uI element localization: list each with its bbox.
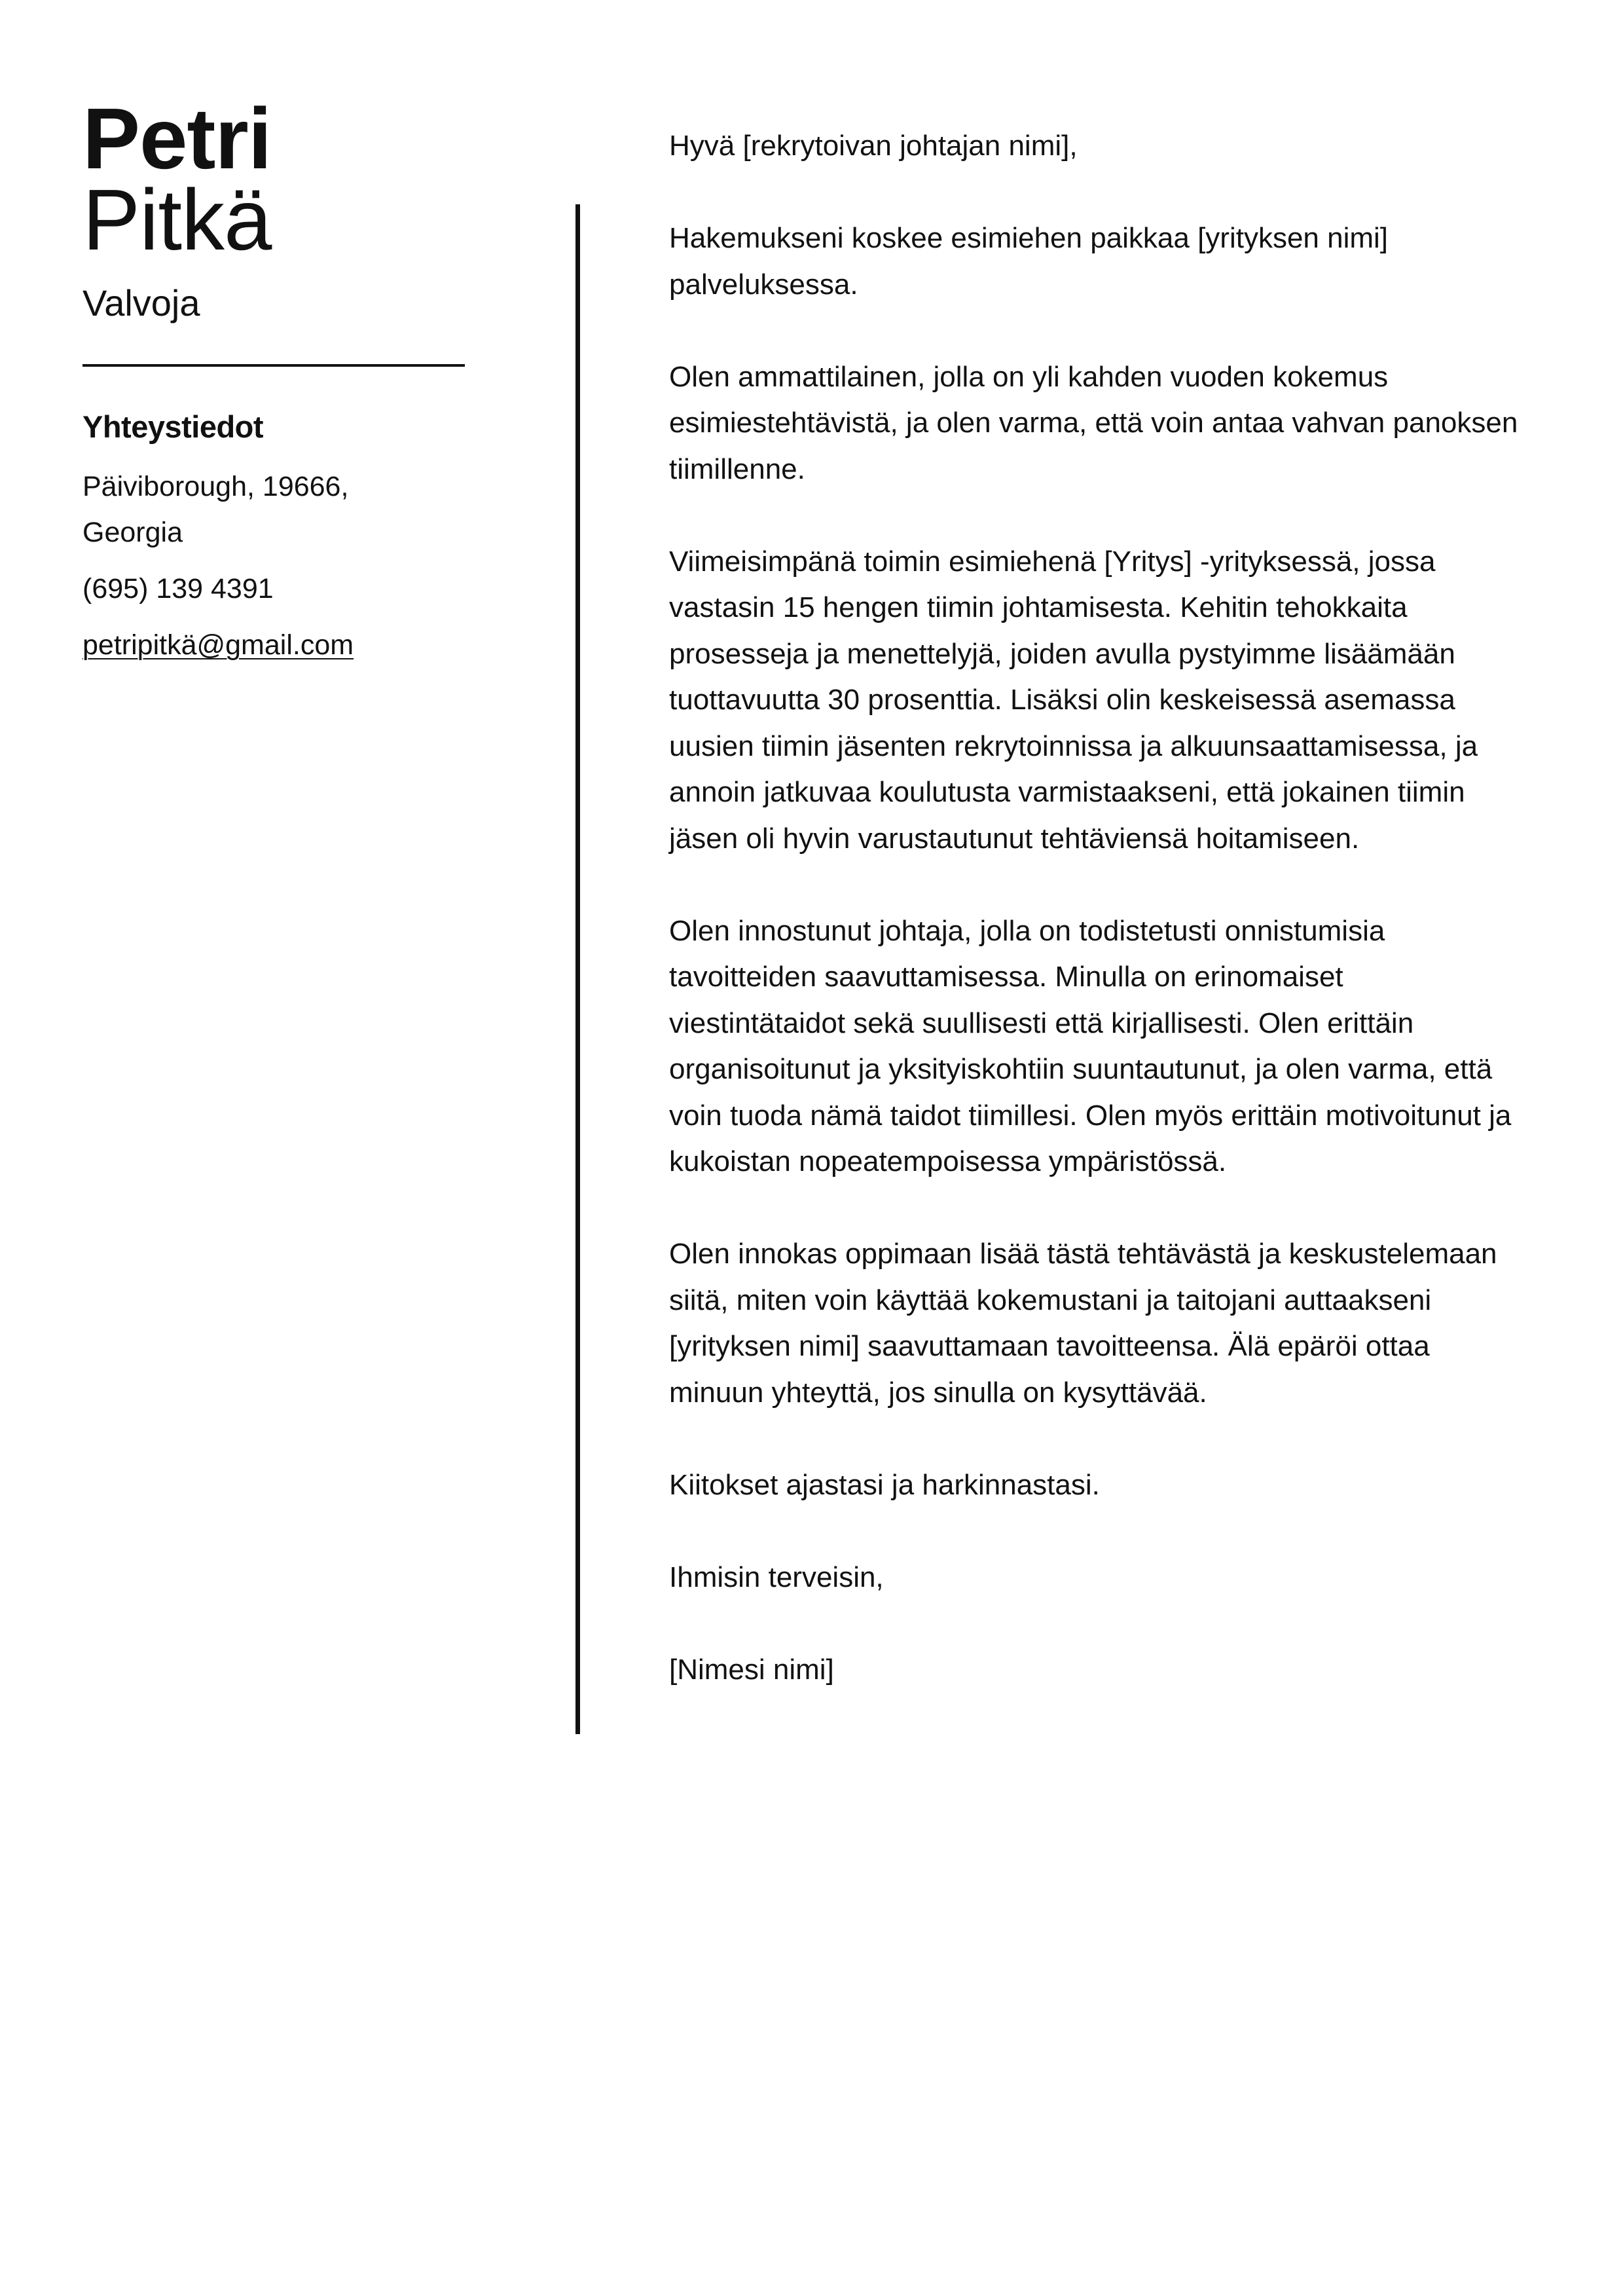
first-name: Petri [82, 90, 272, 187]
letter-paragraph: Olen innostunut johtaja, jolla on todistetusti onnistumisia tavoitteiden saavuttamisessa. Minulla on erinomaiset viestintätaidot sekä suullisesti että kirjallisesti. Olen erittäin organisoitunut ja yksityiskohtiin suuntautunut, ja olen varma, että voin tuoda nämä taidot tiimillesi. Olen myös erittäin motivoitunut ja kukoistan nopeatempoisessa ympäristössä. [669, 914, 1512, 1177]
job-title: Valvoja [82, 282, 200, 324]
letter-closing: Ihmisin terveisin, [669, 1561, 884, 1593]
last-name: Pitkä [82, 172, 272, 268]
letter-paragraph: Viimeisimpänä toimin esimiehenä [Yritys] -yrityksessä, jossa vastasin 15 hengen tiimin johtamisesta. Kehitin tehokkaita prosesseja ja menettelyjä, joiden avulla pystyimme lisäämään tuottavuutta 30 prosenttia. Lisäksi olin keskeisessä asemassa uusien tiimin jäsenten rekrytoinnissa ja alkuunsaattamisessa, ja annoin jatkuvaa koulutusta varmistaakseni, että jokainen tiimin jäsen oli hyvin varustautunut tehtäviensä hoitamiseen. [669, 545, 1478, 855]
letter-greeting: Hyvä [rekrytoivan johtajan nimi], [669, 130, 1078, 162]
contact-phone: (695) 139 4391 [82, 573, 274, 604]
letter-signature: [Nimesi nimi] [669, 1653, 834, 1686]
contact-email-link[interactable]: petripitkä@gmail.com [82, 629, 354, 661]
vertical-divider [575, 204, 580, 1734]
letter-paragraph: Olen innokas oppimaan lisää tästä tehtävästä ja keskustelemaan siitä, miten voin käyttää kokemustani ja taitojani auttaakseni [yrityksen nimi] saavuttamaan tavoitteensa. Älä epäröi ottaa minuun yhteyttä, jos sinulla on kysyttävää. [669, 1238, 1497, 1409]
contact-address: Päiviborough, 19666, Georgia [82, 471, 349, 548]
letter-paragraph: Hakemukseni koskee esimiehen paikkaa [yrityksen nimi] palveluksessa. [669, 222, 1389, 301]
sidebar [82, 90, 475, 668]
contact-heading: Yhteystiedot [82, 409, 264, 444]
letter-paragraph: Kiitokset ajastasi ja harkinnastasi. [669, 1468, 1100, 1501]
letter-paragraph: Olen ammattilainen, jolla on yli kahden vuoden kokemus esimiestehtävistä, ja olen varma, että voin antaa vahvan panoksen tiimillenne. [669, 360, 1518, 485]
sidebar-divider [82, 364, 465, 367]
letter-body [669, 123, 1520, 1693]
